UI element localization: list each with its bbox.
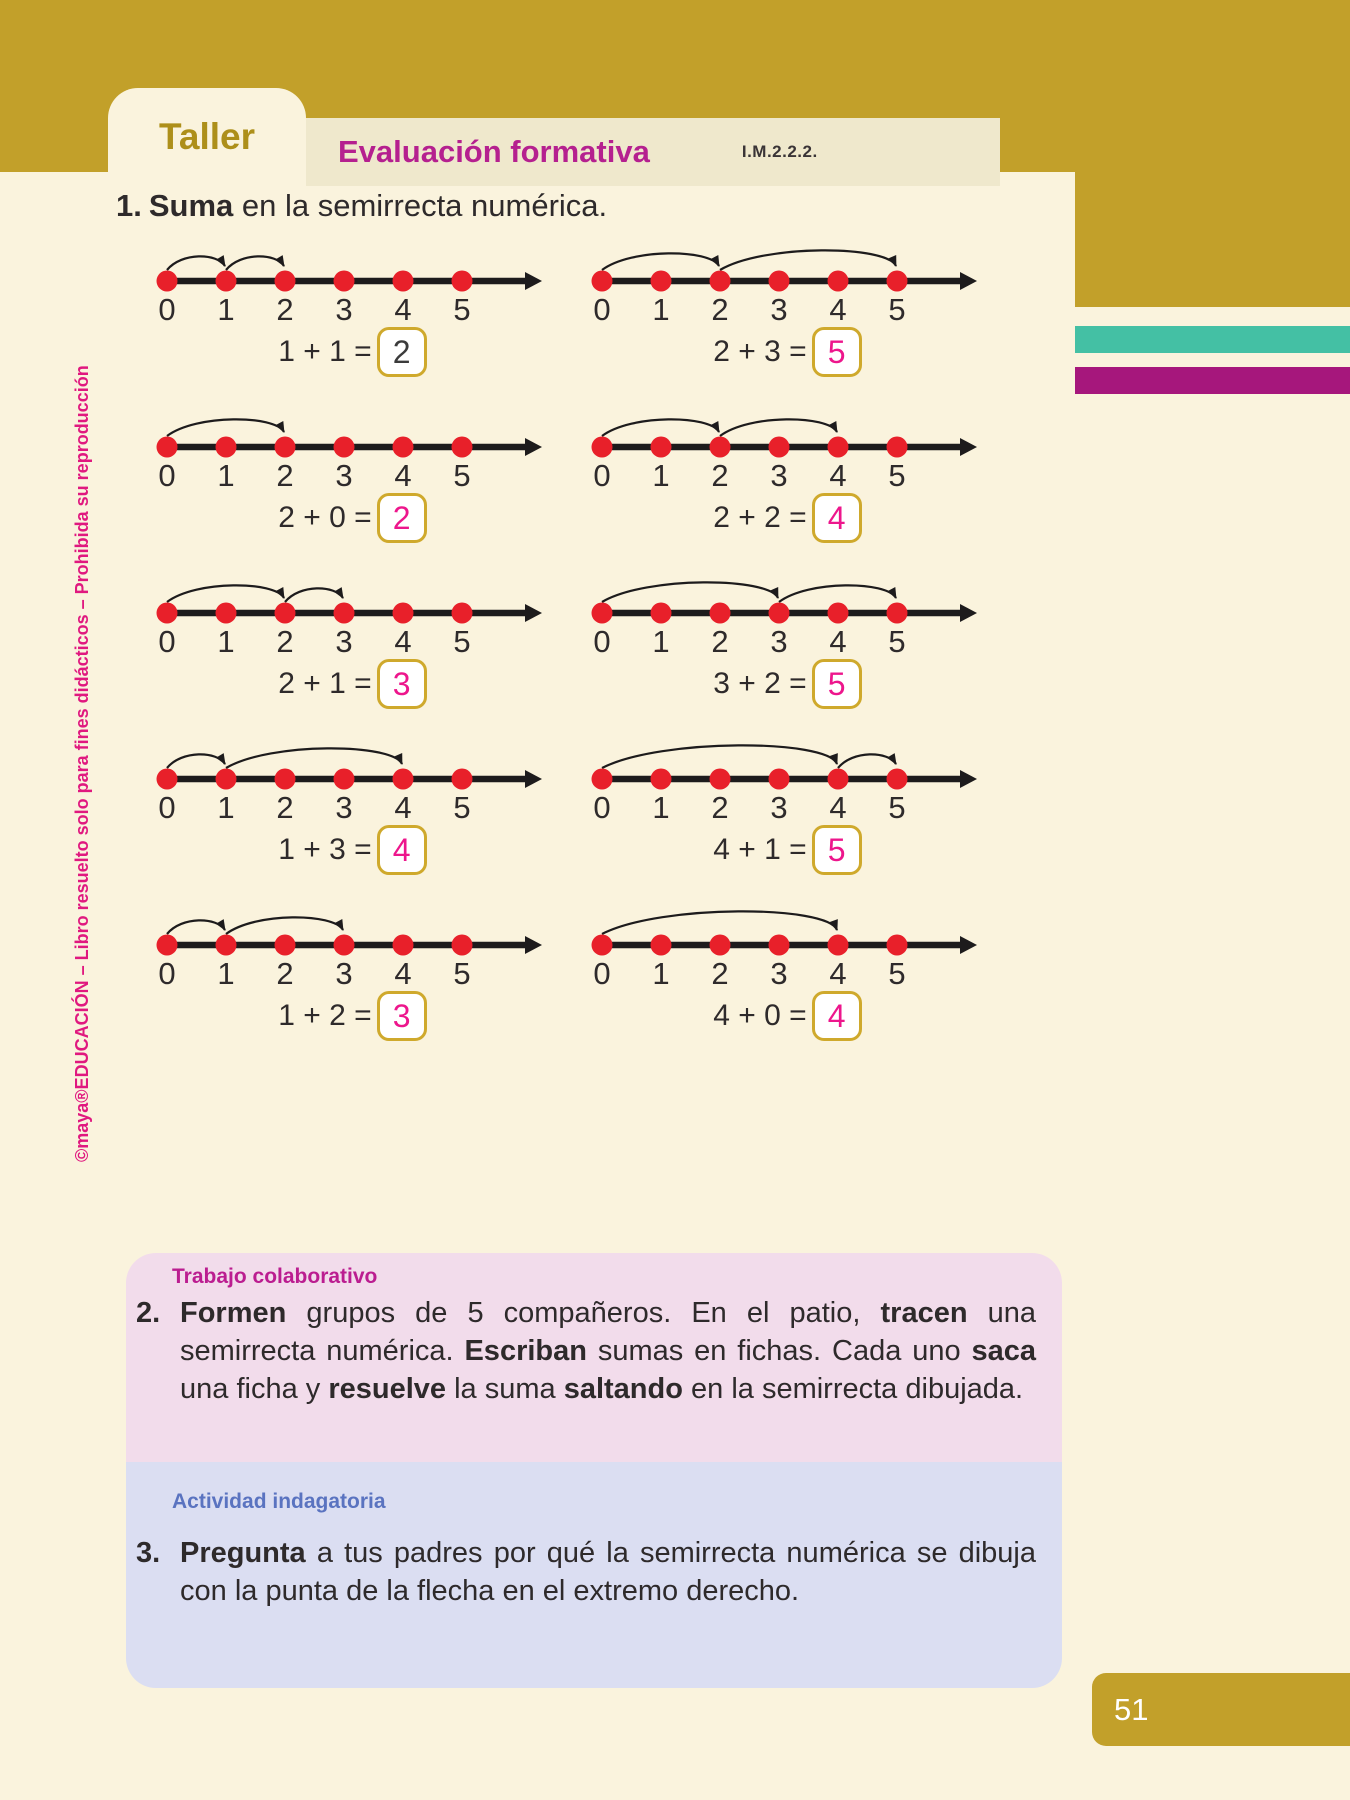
- number-dot: [334, 769, 355, 790]
- tick-label: 2: [711, 458, 729, 493]
- tick-label: 0: [593, 956, 611, 991]
- jump-arc: [167, 754, 225, 768]
- answer-box: [812, 493, 862, 543]
- equation-expression: 1 + 2 =: [278, 999, 372, 1032]
- tick-label: 0: [158, 292, 176, 327]
- answer-box: [812, 327, 862, 377]
- answer-box: [377, 327, 427, 377]
- tick-label: 0: [593, 458, 611, 493]
- number-line-figure: [570, 236, 990, 328]
- number-line-figure: [135, 402, 555, 494]
- tick-label: 4: [394, 790, 412, 825]
- addition-equation: [570, 328, 1005, 376]
- number-dot: [592, 769, 613, 790]
- axis-arrowhead-icon: [525, 770, 542, 788]
- jump-arc: [602, 745, 837, 768]
- number-dot: [710, 603, 731, 624]
- number-dot: [710, 769, 731, 790]
- jump-arrowhead-icon: [829, 919, 841, 932]
- tick-label: 1: [652, 458, 670, 493]
- tick-label: 4: [829, 956, 847, 991]
- tick-label: 1: [217, 458, 235, 493]
- axis-arrowhead-icon: [525, 438, 542, 456]
- number-line-figure: [135, 734, 555, 826]
- teal-accent-bar: [1075, 326, 1350, 353]
- publisher-brand: ©maya®: [72, 1089, 92, 1162]
- tick-label: 0: [593, 790, 611, 825]
- exercise-1-title-text: Suma en la semirrecta numérica.: [148, 188, 608, 223]
- number-dot: [769, 769, 790, 790]
- number-dot: [651, 271, 672, 292]
- tick-label: 5: [453, 624, 471, 659]
- addition-equation: [570, 494, 1005, 542]
- number-dot: [828, 935, 849, 956]
- addition-equation: [135, 826, 570, 874]
- number-dot: [275, 437, 296, 458]
- tick-label: 1: [217, 956, 235, 991]
- jump-arrowhead-icon: [394, 753, 407, 767]
- axis-arrowhead-icon: [960, 936, 977, 954]
- number-dot: [452, 769, 473, 790]
- jump-arc: [167, 419, 284, 436]
- number-dot: [393, 271, 414, 292]
- tick-label: 3: [335, 458, 353, 493]
- number-line-exercise: [570, 734, 1005, 900]
- tick-label: 3: [770, 624, 788, 659]
- answer-box: [377, 493, 427, 543]
- answer-value: 4: [827, 499, 846, 536]
- number-line-exercise: [570, 900, 1005, 1066]
- tick-label: 5: [453, 458, 471, 493]
- answer-box: [377, 659, 427, 709]
- number-dot: [216, 437, 237, 458]
- answer-box: [812, 825, 862, 875]
- answer-box: [377, 991, 427, 1041]
- number-dot: [887, 271, 908, 292]
- tick-label: 0: [158, 458, 176, 493]
- tick-label: 3: [770, 292, 788, 327]
- number-dot: [592, 935, 613, 956]
- activity-3-text: Pregunta a tus padres por qué la semirrecta numérica se dibuja con la punta de la flecha en el extremo derecho.: [180, 1537, 1036, 1607]
- tick-label: 2: [711, 790, 729, 825]
- tick-label: 0: [593, 292, 611, 327]
- tick-label: 3: [770, 790, 788, 825]
- tick-label: 4: [394, 458, 412, 493]
- jump-arc: [602, 419, 719, 436]
- number-line-exercise: [570, 236, 1005, 402]
- number-line-exercise: [135, 734, 570, 900]
- number-dot: [157, 271, 178, 292]
- page-number: 51: [1114, 1691, 1149, 1727]
- tick-label: 5: [453, 292, 471, 327]
- number-dot: [393, 603, 414, 624]
- activity-2-text: Formen grupos de 5 compañeros. En el patio, tracen una semirrecta numérica. Escriban sumas en fichas. Cada uno saca una ficha y resuelve la suma saltando en la semirrecta dibujada.: [180, 1297, 1036, 1405]
- tick-label: 0: [158, 624, 176, 659]
- tick-label: 0: [593, 624, 611, 659]
- tick-label: 1: [652, 624, 670, 659]
- tick-label: 0: [158, 790, 176, 825]
- inquiry-activity-label: Actividad indagatoria: [172, 1490, 386, 1513]
- jump-arrowhead-icon: [334, 587, 347, 601]
- activity-2-number: 2.: [136, 1297, 161, 1329]
- jump-arc: [285, 588, 343, 602]
- tick-label: 5: [453, 790, 471, 825]
- jump-arc: [602, 911, 837, 934]
- answer-box: [812, 659, 862, 709]
- number-line-figure: [135, 568, 555, 660]
- collaborative-work-label: Trabajo colaborativo: [172, 1265, 378, 1288]
- jump-arc: [226, 256, 284, 270]
- number-line-figure: [570, 734, 990, 826]
- jump-arc: [167, 585, 284, 602]
- tick-label: 4: [394, 956, 412, 991]
- number-line-exercise: [135, 900, 570, 1066]
- number-dot: [592, 271, 613, 292]
- number-dot: [216, 603, 237, 624]
- addition-equation: [135, 328, 570, 376]
- addition-equation: [135, 660, 570, 708]
- jump-arc: [602, 253, 719, 270]
- addition-equation: [570, 826, 1005, 874]
- number-line-figure: [570, 900, 990, 992]
- header-strip: [300, 118, 1000, 186]
- tick-label: 1: [652, 956, 670, 991]
- answer-value: 3: [392, 665, 411, 702]
- addition-equation: [570, 992, 1005, 1040]
- axis-arrowhead-icon: [960, 272, 977, 290]
- number-dot: [710, 437, 731, 458]
- answer-value: 4: [392, 831, 411, 868]
- number-dot: [334, 437, 355, 458]
- number-dot: [452, 437, 473, 458]
- number-dot: [769, 935, 790, 956]
- jump-arc: [226, 917, 343, 934]
- curriculum-code: I.M.2.2.2.: [741, 142, 818, 161]
- number-dot: [452, 603, 473, 624]
- tick-label: 5: [888, 956, 906, 991]
- equation-expression: 2 + 0 =: [278, 501, 372, 534]
- number-dot: [710, 271, 731, 292]
- jump-arc: [720, 250, 896, 270]
- tick-label: 3: [335, 624, 353, 659]
- tick-label: 1: [217, 790, 235, 825]
- answer-value: 5: [827, 665, 846, 702]
- number-dot: [334, 935, 355, 956]
- tick-label: 5: [453, 956, 471, 991]
- tick-label: 2: [276, 292, 294, 327]
- answer-value: 2: [392, 333, 411, 370]
- number-dot: [157, 603, 178, 624]
- jump-arrowhead-icon: [887, 753, 900, 767]
- tick-label: 4: [829, 790, 847, 825]
- number-line-figure: [135, 900, 555, 992]
- tick-label: 3: [770, 458, 788, 493]
- jump-arc: [167, 256, 225, 270]
- axis-arrowhead-icon: [525, 272, 542, 290]
- number-dot: [592, 437, 613, 458]
- tick-label: 0: [158, 956, 176, 991]
- tick-label: 5: [888, 624, 906, 659]
- tick-label: 1: [652, 790, 670, 825]
- copyright-sidebar: [72, 365, 93, 1162]
- number-dot: [769, 603, 790, 624]
- tick-label: 5: [888, 458, 906, 493]
- tick-label: 4: [394, 624, 412, 659]
- tick-label: 4: [829, 292, 847, 327]
- jump-arc: [779, 585, 896, 602]
- addition-equation: [570, 660, 1005, 708]
- exercise-grid: [135, 236, 1005, 1066]
- number-dot: [393, 935, 414, 956]
- number-dot: [828, 437, 849, 458]
- number-line-figure: [135, 236, 555, 328]
- number-dot: [887, 769, 908, 790]
- addition-equation: [135, 494, 570, 542]
- number-dot: [828, 603, 849, 624]
- inquiry-activity-box: [126, 1462, 1062, 1688]
- number-dot: [828, 769, 849, 790]
- axis-arrowhead-icon: [960, 770, 977, 788]
- number-dot: [393, 437, 414, 458]
- jump-arrowhead-icon: [829, 753, 841, 766]
- number-line-exercise: [570, 568, 1005, 734]
- number-dot: [157, 935, 178, 956]
- number-dot: [828, 271, 849, 292]
- number-dot: [887, 437, 908, 458]
- axis-arrowhead-icon: [525, 936, 542, 954]
- number-dot: [216, 769, 237, 790]
- axis-arrowhead-icon: [960, 604, 977, 622]
- taller-tab-label: Taller: [159, 116, 255, 157]
- page-number-tab: [1092, 1673, 1350, 1746]
- answer-value: 4: [827, 997, 846, 1034]
- exercise-1-title: [116, 188, 607, 224]
- tick-label: 2: [276, 458, 294, 493]
- tick-label: 5: [888, 292, 906, 327]
- collaborative-work-box: [126, 1253, 1062, 1462]
- tick-label: 4: [829, 458, 847, 493]
- axis-arrowhead-icon: [525, 604, 542, 622]
- jump-arrowhead-icon: [710, 255, 723, 269]
- number-dot: [216, 271, 237, 292]
- number-dot: [157, 437, 178, 458]
- section-subtitle: Evaluación formativa: [338, 134, 650, 169]
- number-line-exercise: [135, 402, 570, 568]
- jump-arrowhead-icon: [887, 587, 900, 601]
- number-line-exercise: [570, 402, 1005, 568]
- taller-tab: [108, 88, 306, 186]
- answer-box: [812, 991, 862, 1041]
- number-dot: [887, 603, 908, 624]
- jump-arrowhead-icon: [334, 919, 347, 933]
- equation-expression: 2 + 3 =: [713, 335, 807, 368]
- jump-arc: [720, 419, 837, 436]
- jump-arrowhead-icon: [275, 421, 288, 435]
- addition-equation: [135, 992, 570, 1040]
- jump-arrowhead-icon: [710, 421, 723, 435]
- equation-expression: 2 + 2 =: [713, 501, 807, 534]
- equation-expression: 3 + 2 =: [713, 667, 807, 700]
- number-dot: [334, 271, 355, 292]
- tick-label: 2: [711, 292, 729, 327]
- tick-label: 3: [335, 790, 353, 825]
- tick-label: 5: [888, 790, 906, 825]
- number-dot: [710, 935, 731, 956]
- number-line-exercise: [135, 236, 570, 402]
- jump-arrowhead-icon: [216, 753, 229, 767]
- jump-arrowhead-icon: [888, 255, 901, 269]
- number-dot: [769, 271, 790, 292]
- number-dot: [393, 769, 414, 790]
- copyright-text: EDUCACIÓN – Libro resuelto solo para fines didácticos – Prohibida su reproducción: [72, 365, 92, 1090]
- tick-label: 2: [276, 790, 294, 825]
- number-dot: [452, 935, 473, 956]
- tick-label: 4: [394, 292, 412, 327]
- equation-expression: 1 + 1 =: [278, 335, 372, 368]
- jump-arc: [226, 748, 402, 768]
- tick-label: 2: [711, 624, 729, 659]
- equation-expression: 4 + 1 =: [713, 833, 807, 866]
- number-dot: [452, 271, 473, 292]
- answer-value: 3: [392, 997, 411, 1034]
- answer-value: 2: [392, 499, 411, 536]
- equation-expression: 1 + 3 =: [278, 833, 372, 866]
- number-line-figure: [570, 568, 990, 660]
- tick-label: 3: [770, 956, 788, 991]
- right-gold-block: [1075, 0, 1350, 307]
- tick-label: 2: [711, 956, 729, 991]
- jump-arc: [167, 920, 225, 934]
- number-dot: [275, 271, 296, 292]
- number-dot: [651, 935, 672, 956]
- number-dot: [887, 935, 908, 956]
- jump-arrowhead-icon: [275, 255, 288, 269]
- number-line-figure: [570, 402, 990, 494]
- answer-value: 5: [827, 831, 846, 868]
- answer-box: [377, 825, 427, 875]
- number-dot: [651, 769, 672, 790]
- tick-label: 3: [335, 292, 353, 327]
- number-dot: [275, 603, 296, 624]
- jump-arc: [602, 582, 778, 602]
- magenta-accent-bar: [1075, 367, 1350, 394]
- activity-3-number: 3.: [136, 1537, 161, 1569]
- activity-3: [136, 1534, 1036, 1610]
- number-line-exercise: [135, 568, 570, 734]
- tick-label: 1: [217, 292, 235, 327]
- number-dot: [216, 935, 237, 956]
- equation-expression: 2 + 1 =: [278, 667, 372, 700]
- jump-arc: [838, 754, 896, 768]
- number-dot: [157, 769, 178, 790]
- number-dot: [769, 437, 790, 458]
- number-dot: [275, 769, 296, 790]
- tick-label: 2: [276, 624, 294, 659]
- number-dot: [651, 437, 672, 458]
- number-dot: [275, 935, 296, 956]
- tick-label: 1: [652, 292, 670, 327]
- jump-arrowhead-icon: [216, 919, 229, 933]
- answer-value: 5: [827, 333, 846, 370]
- number-dot: [334, 603, 355, 624]
- equation-expression: 4 + 0 =: [713, 999, 807, 1032]
- axis-arrowhead-icon: [960, 438, 977, 456]
- number-dot: [592, 603, 613, 624]
- tick-label: 3: [335, 956, 353, 991]
- tick-label: 4: [829, 624, 847, 659]
- exercise-1-number: 1.: [116, 188, 142, 223]
- activity-2: [136, 1294, 1036, 1408]
- number-dot: [651, 603, 672, 624]
- tick-label: 1: [217, 624, 235, 659]
- tick-label: 2: [276, 956, 294, 991]
- jump-arrowhead-icon: [770, 587, 783, 601]
- jump-arrowhead-icon: [828, 421, 841, 435]
